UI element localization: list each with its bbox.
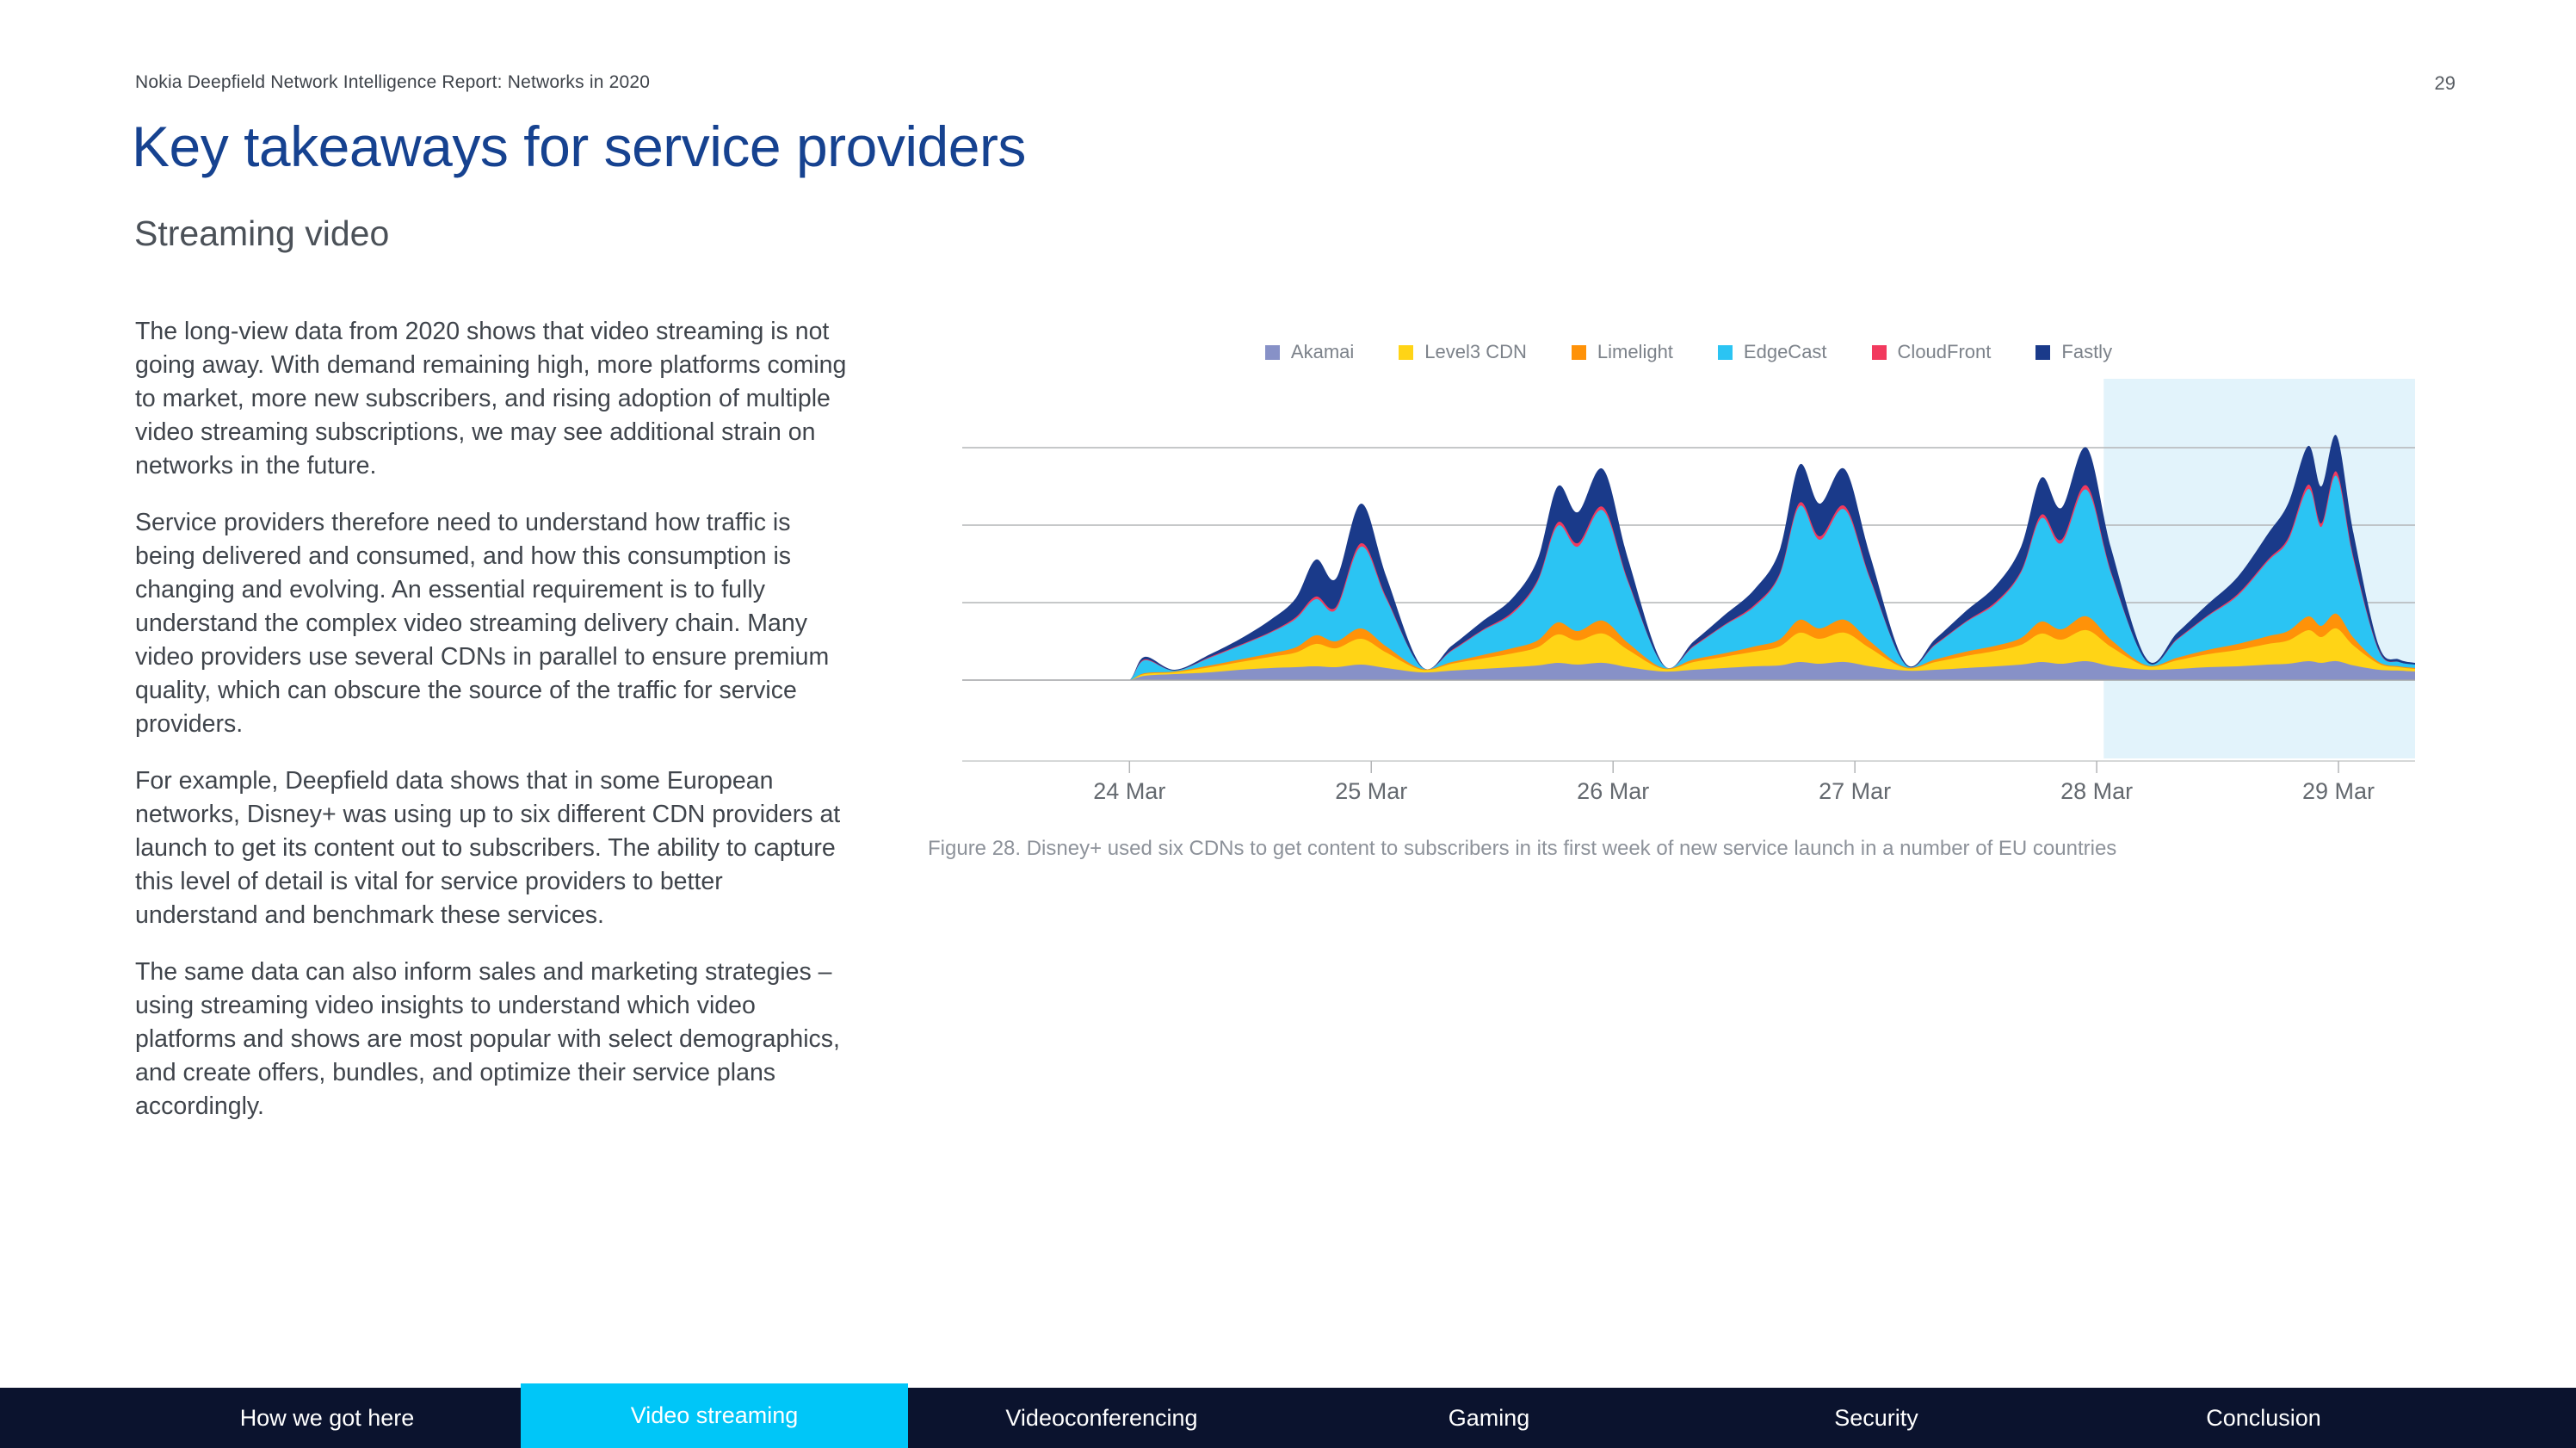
legend-label: Limelight: [1597, 341, 1673, 362]
legend-label: Akamai: [1290, 341, 1355, 362]
chart-x-axis: [962, 761, 2415, 804]
nav-tab-videoconferencing[interactable]: Videoconferencing: [1005, 1404, 1198, 1431]
nav-tab-conclusion[interactable]: Conclusion: [2206, 1404, 2321, 1431]
legend-item-fastly: [2035, 341, 2112, 363]
body-paragraph-4: The same data can also inform sales and marketing strategies – using streaming video insights to understand which video platforms and shows are most popular with select demographics, and create offers, bundles, and optimize their service plans accordingly.: [135, 958, 840, 1120]
nav-tab-how-we-got-here[interactable]: How we got here: [239, 1404, 415, 1431]
body-paragraph-2: Service providers therefore need to understand how traffic is being delivered and consumed, and how this consumption is changing and evolving. An essential requirement is to fully understand the complex video streaming delivery chain. Many video providers use several CDNs in parallel to ensure premium quality, which can obscure the source of the traffic for service providers.: [135, 509, 830, 738]
legend-label: CloudFront: [1897, 341, 1992, 362]
legend-label: Level3 CDN: [1424, 341, 1527, 362]
x-axis-label: 28 Mar: [2060, 778, 2134, 804]
legend-swatch-icon: [1572, 345, 1586, 360]
legend-item-cloudfront: [1872, 341, 1992, 363]
cdn-traffic-stacked-area-chart: [962, 379, 2415, 809]
body-paragraph-1: The long-view data from 2020 shows that video streaming is not going away. With demand remaining high, more platforms coming to market, more new subscribers, and rising adoption of multiple video streaming subscriptions, we may see additional strain on networks in the future.: [135, 318, 847, 480]
legend-item-limelight: [1572, 341, 1673, 363]
chart-legend: [962, 341, 2415, 363]
page-subtitle: Streaming video: [134, 213, 390, 253]
x-axis-label: 24 Mar: [1093, 778, 1166, 804]
legend-item-level3-cdn: [1399, 341, 1527, 363]
x-axis-label: 29 Mar: [2302, 778, 2375, 804]
page-title: Key takeaways for service providers: [132, 114, 1026, 178]
legend-label: Fastly: [2061, 341, 2113, 362]
legend-item-akamai: [1265, 341, 1354, 363]
legend-swatch-icon: [1399, 345, 1413, 360]
legend-swatch-icon: [1872, 345, 1887, 360]
body-paragraph-3: For example, Deepfield data shows that in some European networks, Disney+ was using up to six different CDN providers at launch to get its content out to subscribers. The ability to capture this level of detail is vital for service providers to better understand and benchmark these services.: [135, 767, 841, 929]
x-axis-label: 25 Mar: [1335, 778, 1408, 804]
legend-label: EdgeCast: [1743, 341, 1827, 362]
x-axis-label: 27 Mar: [1819, 778, 1892, 804]
report-header-text: Nokia Deepfield Network Intelligence Report: Networks in 2020: [135, 72, 651, 92]
nav-tab-security[interactable]: Security: [1834, 1404, 1918, 1431]
legend-swatch-icon: [2035, 345, 2050, 360]
page-number: 29: [2434, 72, 2456, 94]
legend-swatch-icon: [1718, 345, 1733, 360]
nav-tab-gaming[interactable]: Gaming: [1448, 1404, 1530, 1431]
figure-caption: Figure 28. Disney+ used six CDNs to get content to subscribers in its first week of new service launch in a number of EU countries: [928, 837, 2117, 860]
x-axis-label: 26 Mar: [1577, 778, 1650, 804]
legend-swatch-icon: [1265, 345, 1280, 360]
legend-item-edgecast: [1718, 341, 1827, 363]
body-text-column: [135, 315, 848, 1147]
nav-tab-video-streaming[interactable]: Video streaming: [521, 1383, 908, 1448]
